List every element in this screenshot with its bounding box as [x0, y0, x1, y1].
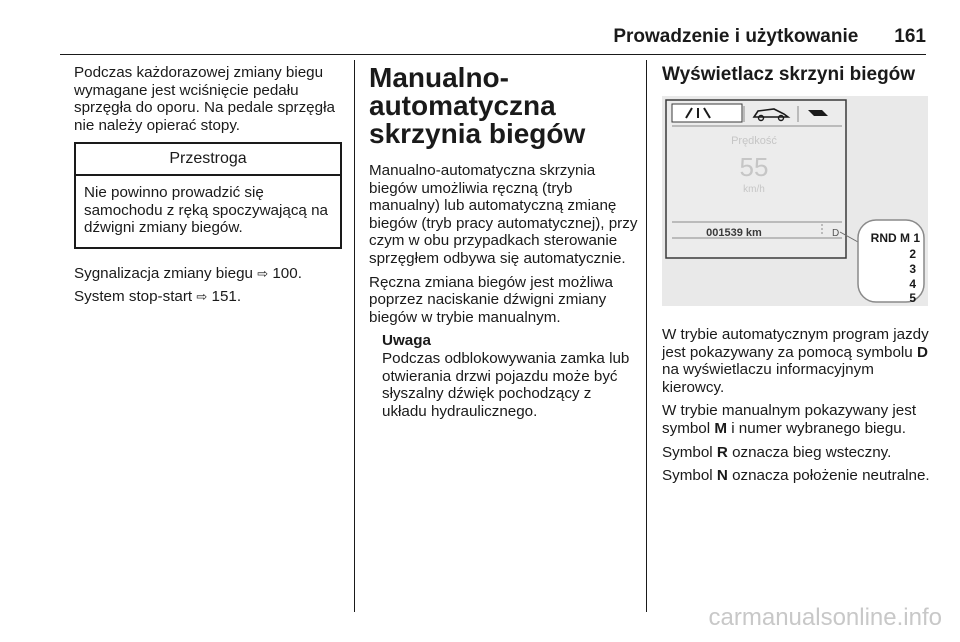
speed-value: 55: [739, 152, 769, 182]
column-right: [662, 64, 930, 491]
column-divider-2: [646, 60, 647, 612]
reference-text: Sygnalizacja zmiany biegu: [74, 264, 253, 282]
text-run: oznacza bieg wsteczny.: [727, 443, 892, 461]
reference-text: System stop-start: [74, 288, 193, 306]
text-run: oznacza położenie neutralne.: [727, 467, 930, 485]
header-divider: [60, 54, 926, 55]
note-title: Uwaga: [382, 332, 431, 350]
note-text: Podczas odblokowywania zamka lub otwierania drzwi pojazdu może być słyszalny dźwięk pochodzący z układu hydraulicznego.: [382, 349, 630, 420]
text-run: i numer wybranego biegu.: [726, 419, 906, 437]
symbol-r: R: [716, 443, 728, 461]
text-run: Symbol: [662, 443, 717, 461]
caution-title: Przestroga: [76, 144, 340, 176]
text-run: W trybie automatycznym program jazdy jest pokazywany za pomocą symbolu: [662, 326, 929, 361]
paragraph: [662, 444, 930, 462]
reference-gear-shift: [74, 265, 344, 283]
section-heading: Manualno-automatyczna skrzynia biegów: [369, 62, 586, 149]
page-header: [60, 26, 926, 54]
text-run: W trybie manualnym pokazywany jest symbol: [662, 402, 917, 437]
reference-stop-start: [74, 288, 344, 306]
paragraph: Manualno-automatyczna skrzynia biegów umożliwia ręczną (tryb manualny) lub automatyczną zmianę biegów (tryb pracy automatycznej), przy czym w obu przypadkach sterowanie sprzęgłem odbywa się automatycznie.: [369, 162, 638, 267]
speed-label: Prędkość: [731, 135, 777, 147]
callout-gear: 3: [909, 262, 916, 276]
column-left: [74, 64, 344, 312]
reference-link[interactable]: 151.: [211, 288, 242, 306]
section-heading: Wyświetlacz skrzyni biegów: [662, 64, 916, 85]
arrow-right-icon: ⇨: [257, 265, 269, 281]
page-number: 161: [894, 26, 926, 47]
gear-indicator: D: [832, 228, 840, 239]
callout-gear: 4: [909, 277, 916, 291]
symbol-m: M: [714, 419, 727, 437]
gearbox-display-figure: [662, 96, 928, 306]
note-block: [382, 332, 639, 420]
callout-gear: 2: [909, 247, 916, 261]
text-run: Symbol: [662, 467, 717, 485]
intro-paragraph: Podczas każdorazowej zmiany biegu wymagane jest wciśnięcie pedału sprzęgła do oporu. Na pedale sprzęgła nie należy opierać stopy.: [74, 64, 335, 134]
caution-box: [74, 142, 342, 248]
symbol-d: D: [916, 343, 928, 361]
arrow-right-icon: ⇨: [196, 289, 208, 305]
callout-gear: 5: [909, 291, 916, 305]
paragraph: [662, 402, 930, 437]
caution-text: Nie powinno prowadzić się samochodu z ręką spoczywającą na dźwigni zmiany biegów.: [84, 183, 328, 237]
odometer-readout: 001539 km: [706, 227, 762, 239]
column-divider-1: [354, 60, 355, 612]
paragraph: [662, 326, 930, 396]
column-middle: [369, 64, 639, 420]
watermark: carmanualsonline.info: [708, 604, 942, 631]
speed-unit: km/h: [743, 184, 765, 195]
paragraph: Ręczna zmiana biegów jest możliwa poprzez naciskanie dźwigni zmiany biegów w trybie manualnym.: [369, 273, 613, 326]
callout-gear-line: RND M 1: [870, 231, 920, 245]
text-run: na wyświetlaczu informacyjnym kierowcy.: [662, 361, 874, 396]
reference-link[interactable]: 100.: [272, 264, 302, 282]
symbol-n: N: [716, 467, 728, 485]
page-title: Prowadzenie i użytkowanie: [613, 26, 859, 47]
paragraph: [662, 467, 930, 485]
